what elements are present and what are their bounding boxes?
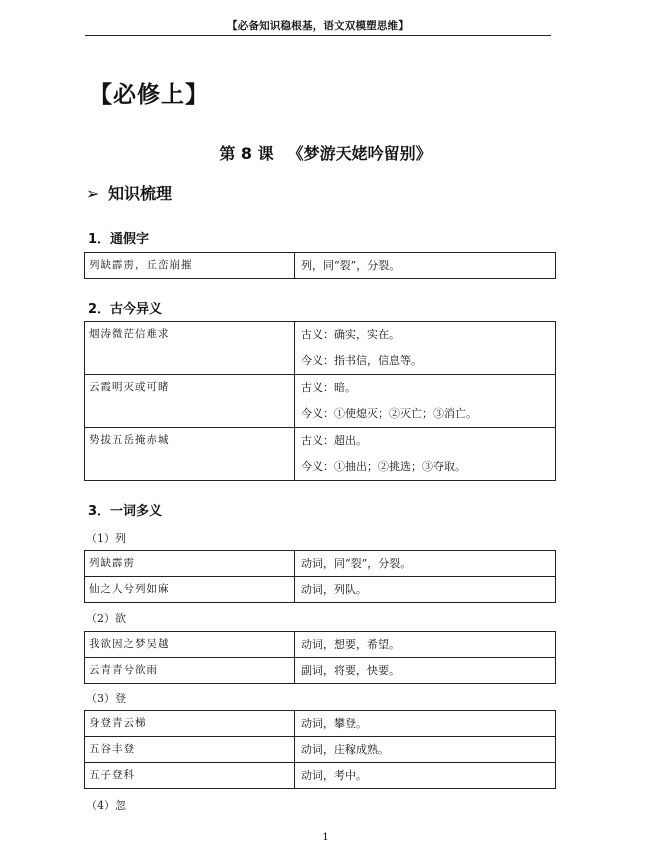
ancient-meaning: 古义：超出。 <box>301 434 367 447</box>
table-cell-explanation: 动词，同“裂”，分裂。 <box>295 551 556 577</box>
table-cell-explanation: 动词，想要，希望。 <box>295 632 556 658</box>
table-cell-explanation: 动词，攀登。 <box>295 711 556 737</box>
table-row <box>85 711 556 737</box>
table-row <box>85 763 556 789</box>
table-row <box>85 428 556 481</box>
table-cell-phrase: 五谷丰登 <box>85 737 295 763</box>
modern-meaning: 今义：指书信，信息等。 <box>301 354 422 367</box>
table-cell-explanation: 动词，庄稼成熟。 <box>295 737 556 763</box>
table-cell-phrase: 身登青云梯 <box>85 711 295 737</box>
table-row <box>85 577 556 603</box>
modern-meaning: 今义：①使熄灭；②灭亡；③消亡。 <box>301 407 477 420</box>
group-label-hu: （4）忽 <box>86 799 126 812</box>
table-cell-phrase: 云霞明灭或可睹 <box>85 375 295 428</box>
page-header <box>85 14 551 36</box>
group-table-yu <box>84 631 556 684</box>
table-row <box>85 632 556 658</box>
table-cell-explanation: 动词，考中。 <box>295 763 556 789</box>
table-cell-phrase: 我欲因之梦吴越 <box>85 632 295 658</box>
tongjiazi-heading: 1．通假字 <box>88 232 150 247</box>
table-row <box>85 322 556 375</box>
lesson-name: 《梦游天姥吟留别》 <box>287 144 432 163</box>
tongjiazi-table <box>84 252 556 279</box>
gujinyiyi-table <box>84 321 556 481</box>
table-cell-phrase: 烟涛微茫信难求 <box>85 322 295 375</box>
group-label-deng: （3）登 <box>86 692 126 705</box>
ancient-meaning: 古义：暗。 <box>301 381 356 394</box>
table-cell-explanation <box>295 375 556 428</box>
table-cell-explanation <box>295 322 556 375</box>
table-cell-phrase: 云青青兮欲雨 <box>85 658 295 684</box>
yiciduoyi-heading: 3．一词多义 <box>88 504 163 519</box>
group-table-deng <box>84 710 556 789</box>
lesson-number: 第 8 课 <box>219 144 274 163</box>
table-cell-phrase: 仙之人兮列如麻 <box>85 577 295 603</box>
page-number: 1 <box>322 832 329 843</box>
lesson-title <box>0 141 651 164</box>
group-table-lie <box>84 550 556 603</box>
table-cell-phrase: 列缺霹雳 <box>85 551 295 577</box>
gujinyiyi-heading: 2．古今异义 <box>88 302 163 317</box>
table-row <box>85 375 556 428</box>
header-text: 【必备知识稳根基，语文双模塑思维】 <box>227 20 409 32</box>
table-cell-phrase: 五子登科 <box>85 763 295 789</box>
section-title: 【必修上】 <box>89 82 209 108</box>
outline-heading-text: 知识梳理 <box>108 184 173 203</box>
modern-meaning: 今义：①抽出；②挑选；③夺取。 <box>301 460 466 473</box>
table-cell-explanation: 列，同“裂”，分裂。 <box>295 253 556 279</box>
ancient-meaning: 古义：确实，实在。 <box>301 328 400 341</box>
table-cell-explanation <box>295 428 556 481</box>
table-row <box>85 551 556 577</box>
table-cell-phrase: 势拔五岳掩赤城 <box>85 428 295 481</box>
table-row <box>85 253 556 279</box>
arrow-bullet-icon: ➢ <box>86 184 100 203</box>
table-row <box>85 737 556 763</box>
table-cell-explanation: 副词，将要，快要。 <box>295 658 556 684</box>
table-row <box>85 658 556 684</box>
table-cell-explanation: 动词，列队。 <box>295 577 556 603</box>
group-label-yu: （2）欲 <box>86 612 126 625</box>
outline-heading <box>86 181 172 204</box>
table-cell-phrase: 列缺霹雳，丘峦崩摧 <box>85 253 295 279</box>
group-label-lie: （1）列 <box>86 532 126 545</box>
